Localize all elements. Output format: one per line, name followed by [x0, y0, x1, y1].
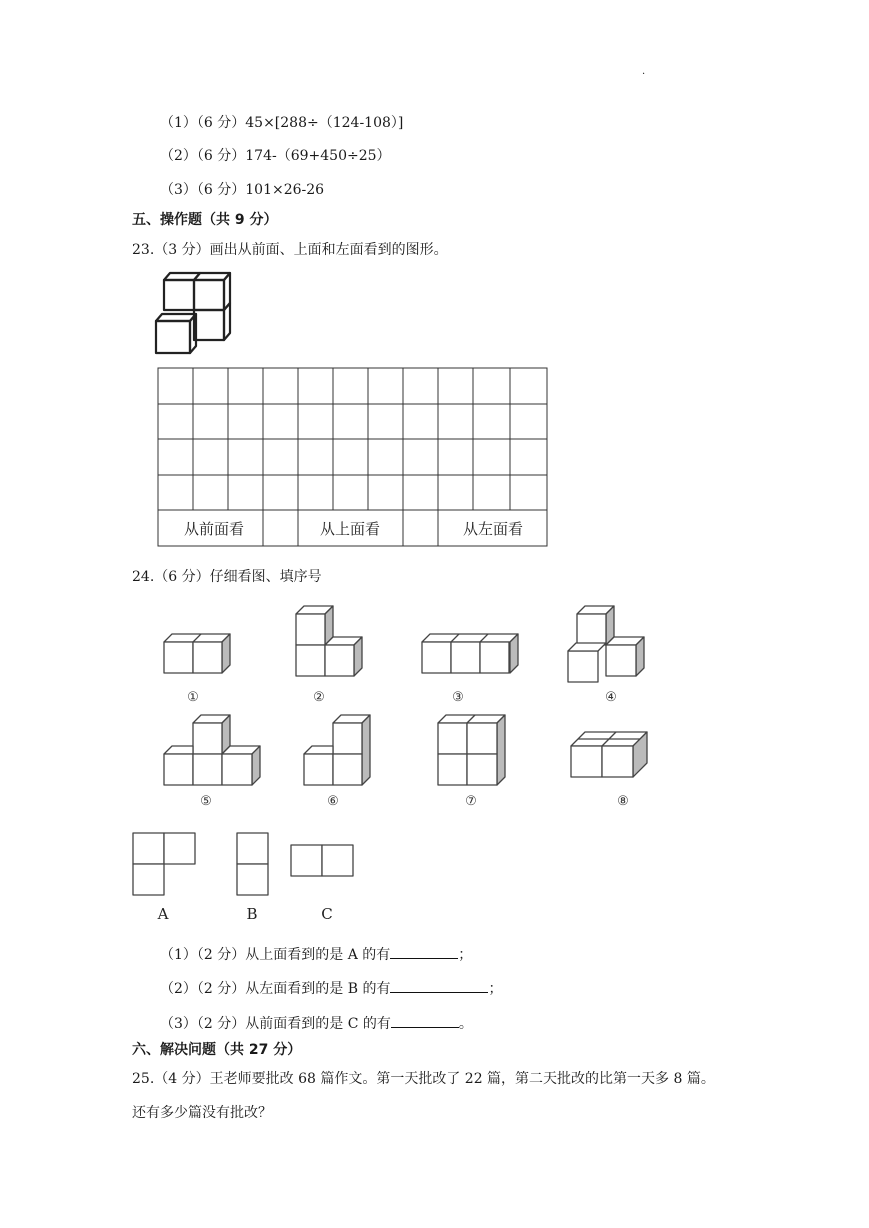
q24-sub-3-text: （3）（2 分）从前面看到的是 C 的有 [160, 1016, 391, 1032]
q24-sub-2 [160, 978, 502, 998]
figure-8 [571, 732, 647, 777]
q24-figures [120, 595, 680, 925]
answer-blank-1[interactable] [390, 944, 458, 959]
figure-label-1: ① [187, 690, 199, 705]
figure-label-7: ⑦ [465, 794, 477, 809]
calc-item-2: （2）（6 分）174-（69+450÷25） [160, 148, 391, 164]
q24-sub-3 [160, 1013, 473, 1033]
view-label-c: C [321, 905, 333, 923]
q23-drawing-grid[interactable] [157, 367, 549, 548]
figure-5 [164, 715, 260, 785]
figure-label-3: ③ [452, 690, 464, 705]
figure-1 [164, 634, 230, 673]
page-dot: . [642, 66, 646, 77]
figure-3 [422, 634, 518, 673]
figure-label-2: ② [313, 690, 325, 705]
calc-item-3: （3）（6 分）101×26-26 [160, 182, 325, 198]
view-b [237, 833, 268, 895]
figure-label-8: ⑧ [617, 794, 629, 809]
view-label-front: 从前面看 [183, 520, 245, 538]
figure-4 [568, 606, 644, 682]
q23-cube-figure [150, 268, 245, 358]
q25-line-2: 还有多少篇没有批改？ [132, 1105, 272, 1121]
q24-sub-1 [160, 944, 472, 964]
view-label-left: 从左面看 [462, 520, 524, 538]
answer-blank-3[interactable] [391, 1013, 459, 1028]
view-a [133, 833, 195, 895]
answer-blank-2[interactable] [390, 978, 488, 993]
q24-sub-2-text: （2）（2 分）从左面看到的是 B 的有 [160, 981, 391, 997]
q24-sub-1-text: （1）（2 分）从上面看到的是 A 的有 [160, 947, 391, 963]
q24-sub-3-end: 。 [458, 1016, 473, 1032]
view-label-b: B [246, 905, 258, 923]
figure-label-4: ④ [605, 690, 617, 705]
q24-sub-1-end: ； [458, 947, 473, 963]
q23-text: 23.（3 分）画出从前面、上面和左面看到的图形。 [132, 242, 448, 258]
q24-text: 24.（6 分）仔细看图、填序号 [132, 569, 322, 585]
calc-item-1: （1）（6 分）45×[288÷（124-108）] [160, 115, 404, 131]
q24-sub-2-end: ； [488, 981, 503, 997]
section5-title: 五、操作题（共 9 分） [132, 212, 278, 228]
q25-line-1: 25.（4 分）王老师要批改 68 篇作文。第一天批改了 22 篇，第二天批改的比第一天多 8 篇。 [132, 1071, 715, 1087]
view-c [291, 845, 353, 876]
figure-6 [304, 715, 370, 785]
figure-7 [438, 715, 505, 785]
figure-label-5: ⑤ [200, 794, 212, 809]
section6-title: 六、解决问题（共 27 分） [132, 1042, 302, 1058]
view-label-a: A [157, 905, 169, 923]
figure-label-6: ⑥ [327, 794, 339, 809]
view-label-top: 从上面看 [319, 520, 381, 538]
figure-2 [296, 606, 362, 676]
